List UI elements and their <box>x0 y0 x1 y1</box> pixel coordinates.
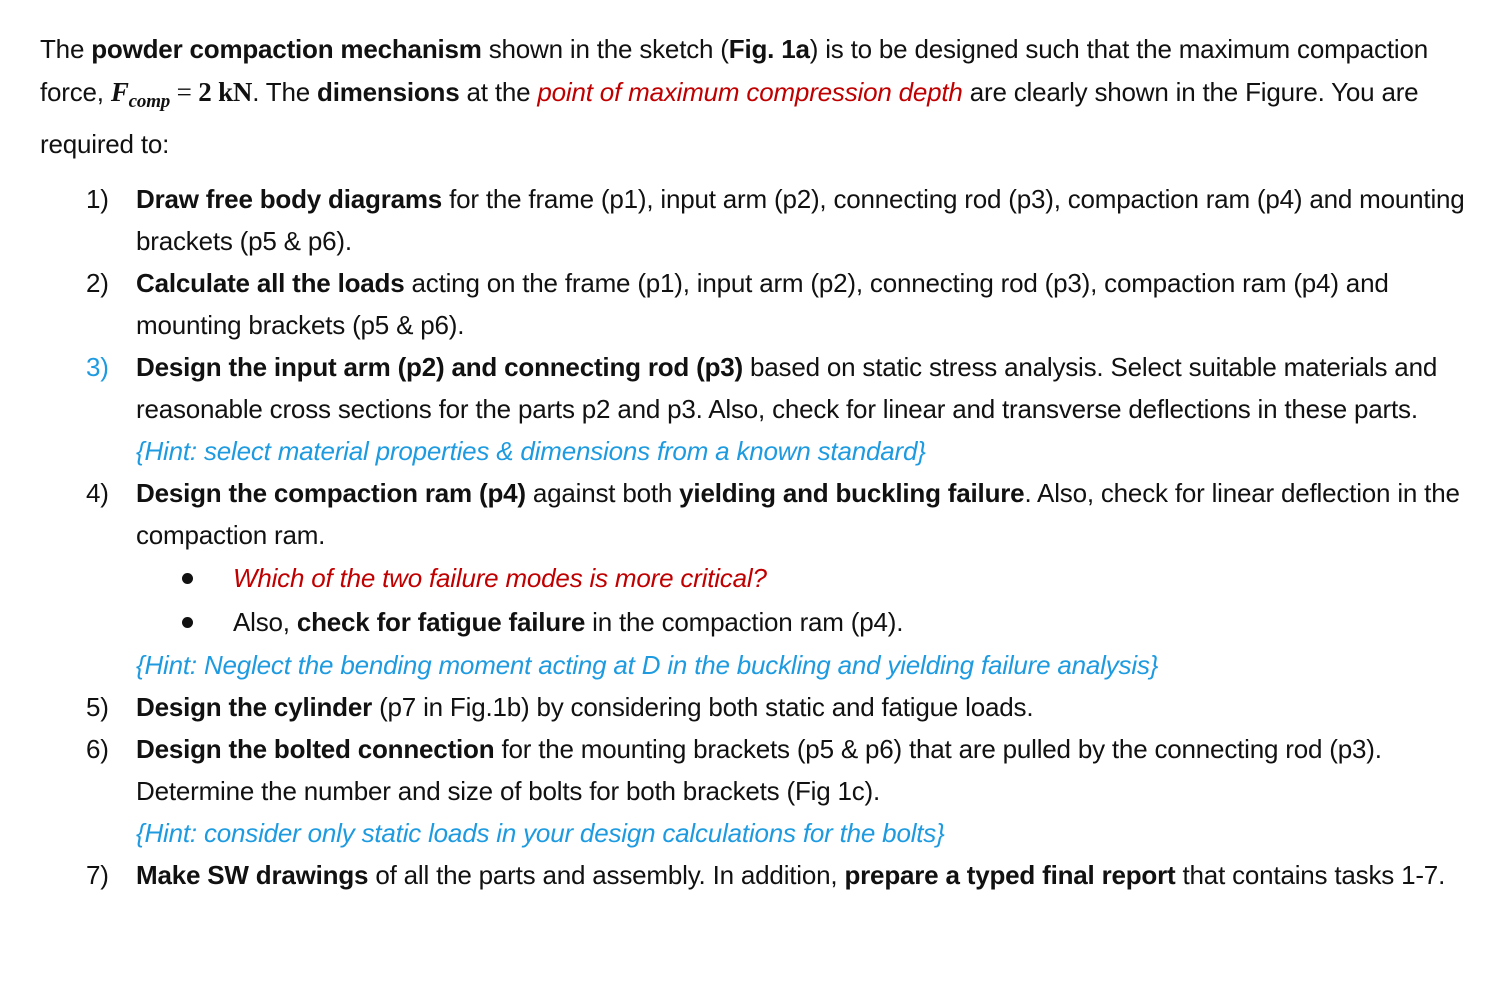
list-item <box>0 686 1494 728</box>
intro-bold: Fig. 1a <box>728 34 810 64</box>
list-item <box>0 178 1494 262</box>
item-bold: yielding and buckling failure <box>679 478 1025 508</box>
item-number: 6) <box>86 734 109 764</box>
hint-text: {Hint: Neglect the bending moment acting at D in the buckling and yielding failure analysis} <box>136 650 1159 680</box>
hint-text: {Hint: consider only static loads in your design calculations for the bolts} <box>136 818 945 848</box>
bullet-dot-icon <box>182 617 193 628</box>
item-number: 2) <box>86 268 109 298</box>
item-bold: prepare a typed final report <box>844 860 1176 890</box>
bullet-list <box>136 556 1476 644</box>
intro-text: ) is to be designed such that the maximum compaction force, <box>40 34 1428 107</box>
item-number: 5) <box>86 692 109 722</box>
hint-text: {Hint: select material properties & dimensions from a known standard} <box>136 436 926 466</box>
list-item <box>0 262 1494 346</box>
intro-highlight: point of maximum compression depth <box>537 77 963 107</box>
item-number: 4) <box>86 478 109 508</box>
intro-text: . The <box>252 77 318 107</box>
list-item <box>0 854 1494 896</box>
list-item <box>0 728 1494 854</box>
item-bold: Design the input arm (p2) and connecting rod (p3) <box>136 352 743 382</box>
intro-bold: powder compaction mechanism <box>91 34 482 64</box>
item-bold: Design the cylinder <box>136 692 373 722</box>
compaction-force-equation <box>110 77 253 112</box>
item-text: (p7 in Fig.1b) by considering both static and fatigue loads. <box>372 692 1034 722</box>
bullet-bold: check for fatigue failure <box>296 607 586 637</box>
item-bold: Design the compaction ram (p4) <box>136 478 526 508</box>
item-text: of all the parts and assembly. In addition, <box>368 860 845 890</box>
list-item <box>0 472 1494 686</box>
intro-text: shown in the sketch ( <box>481 34 729 64</box>
bullet-text: in the compaction ram (p4). <box>585 607 904 637</box>
item-number: 1) <box>86 184 109 214</box>
item-text: acting on the frame (p1), input arm (p2), connecting rod (p3), compaction ram (p4) and mounting brackets (p5 & p6). <box>136 268 1389 340</box>
math-value: 2 kN <box>198 77 253 107</box>
item-text: against both <box>525 478 680 508</box>
item-text: for the frame (p1), input arm (p2), connecting rod (p3), compaction ram (p4) and mounting brackets (p5 & p6). <box>136 184 1465 256</box>
bullet-text: Which of the two failure modes is more critical? <box>233 563 767 593</box>
item-bold: Design the bolted connection <box>136 734 495 764</box>
list-item <box>0 346 1494 472</box>
intro-text: The <box>40 34 92 64</box>
intro-bold: dimensions <box>317 77 460 107</box>
item-text: that contains tasks 1-7. <box>1175 860 1446 890</box>
item-number: 7) <box>86 860 109 890</box>
math-equals: = <box>170 77 199 107</box>
intro-text: at the <box>459 77 538 107</box>
item-bold: Make SW drawings <box>136 860 369 890</box>
math-variable: F <box>110 77 129 107</box>
intro-paragraph <box>40 28 1460 166</box>
item-text: for the mounting brackets (p5 & p6) that are pulled by the connecting rod (p3). Determine the number and size of bolts for both brackets (Fig 1c). <box>136 734 1382 806</box>
intro-text: are clearly shown in the Figure. You are required to: <box>40 77 1419 159</box>
item-text: . Also, check for linear deflection in the compaction ram. <box>136 478 1460 550</box>
task-list <box>0 178 1494 896</box>
item-bold: Calculate all the loads <box>136 268 405 298</box>
bullet-item <box>136 600 1476 644</box>
item-number: 3) <box>86 352 109 382</box>
bullet-dot-icon <box>182 573 193 584</box>
bullet-item <box>136 556 1476 600</box>
math-subscript: comp <box>128 91 171 112</box>
bullet-text: Also, <box>233 607 297 637</box>
item-text: based on static stress analysis. Select suitable materials and reasonable cross sections for the parts p2 and p3. Also, check for linear and transverse deflections in these parts. <box>136 352 1438 424</box>
item-bold: Draw free body diagrams <box>136 184 443 214</box>
